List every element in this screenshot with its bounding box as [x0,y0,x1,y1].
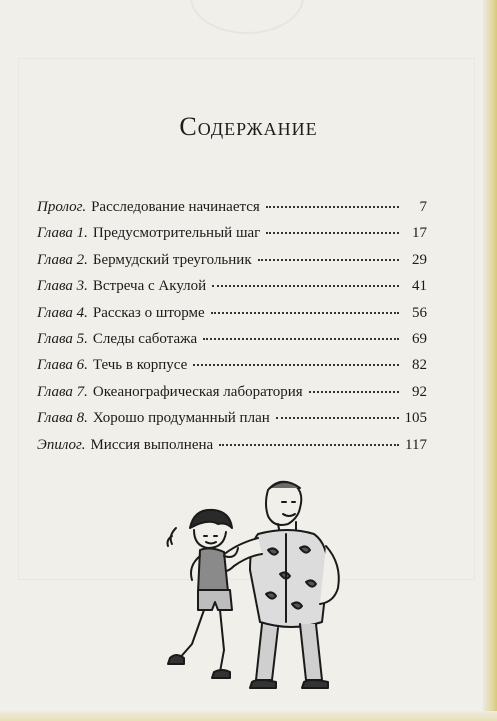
toc-entry-label: Глава 4. [37,304,88,321]
boy-figure [168,510,239,678]
toc-entry-label: Глава 8. [37,410,88,427]
toc-entry-page: 105 [404,410,427,427]
toc-entry-page: 69 [412,330,427,347]
toc-entry-chapter-2[interactable] [37,252,427,278]
dot-leader [309,391,399,393]
toc-entry-title: Предусмотрительный шаг [92,225,261,242]
toc-entry-label: Пролог. [37,199,87,215]
toc-entry-title: Бермудский треугольник [92,251,252,268]
toc-entry-chapter-3[interactable] [37,278,427,304]
toc-entry-chapter-1[interactable] [37,225,427,251]
table-of-contents [37,199,427,463]
dot-leader [276,417,399,419]
toc-entry-title: Хорошо продуманный план [92,410,270,427]
toc-entry-chapter-5[interactable] [37,331,427,357]
toc-entry-label: Глава 5. [37,330,88,347]
toc-entry-page: 17 [412,225,427,242]
toc-entry-title: Следы саботажа [92,330,198,347]
dot-leader [211,312,399,314]
page-edge-bottom [0,711,497,721]
toc-entry-chapter-4[interactable] [37,305,427,331]
dot-leader [266,232,399,234]
toc-entry-page: 92 [412,383,427,400]
toc-entry-label: Эпилог. [37,436,86,453]
two-characters-illustration [150,470,350,700]
toc-entry-chapter-6[interactable] [37,357,427,383]
page-title: Содержание [179,112,318,141]
toc-entry-title: Океанографическая лаборатория [92,383,303,400]
toc-entry-page: 41 [412,278,427,295]
toc-entry-title: Течь в корпусе [92,357,188,374]
dot-leader [258,259,399,261]
page-edge-right [483,0,497,721]
dot-leader [266,206,399,208]
dot-leader [203,338,399,340]
toc-entry-label: Глава 6. [37,357,88,374]
toc-entry-title: Рассказ о шторме [92,304,205,321]
bleed-through-ornament [190,0,304,34]
toc-entry-label: Глава 3. [37,278,88,295]
tall-man-figure [217,482,338,688]
toc-entry-page: 56 [412,304,427,321]
toc-entry-page: 117 [405,436,427,453]
dot-leader [219,444,399,446]
toc-entry-epilogue[interactable] [37,437,427,463]
toc-entry-chapter-8[interactable] [37,410,427,436]
toc-entry-page: 82 [412,357,427,374]
toc-entry-page: 29 [412,251,427,268]
toc-entry-label: Глава 2. [37,251,88,268]
toc-entry-chapter-7[interactable] [37,384,427,410]
toc-entry-label: Глава 7. [37,383,88,400]
toc-entry-label: Глава 1. [37,225,88,242]
toc-entry-title: Миссия выполнена [90,436,214,453]
toc-entry-title: Встреча с Акулой [92,278,207,295]
toc-entry-page: 7 [419,199,427,215]
dot-leader [212,285,399,287]
dot-leader [193,364,399,366]
toc-entry-title: Расследование начинается [91,199,260,215]
toc-entry-prologue[interactable] [37,199,427,225]
